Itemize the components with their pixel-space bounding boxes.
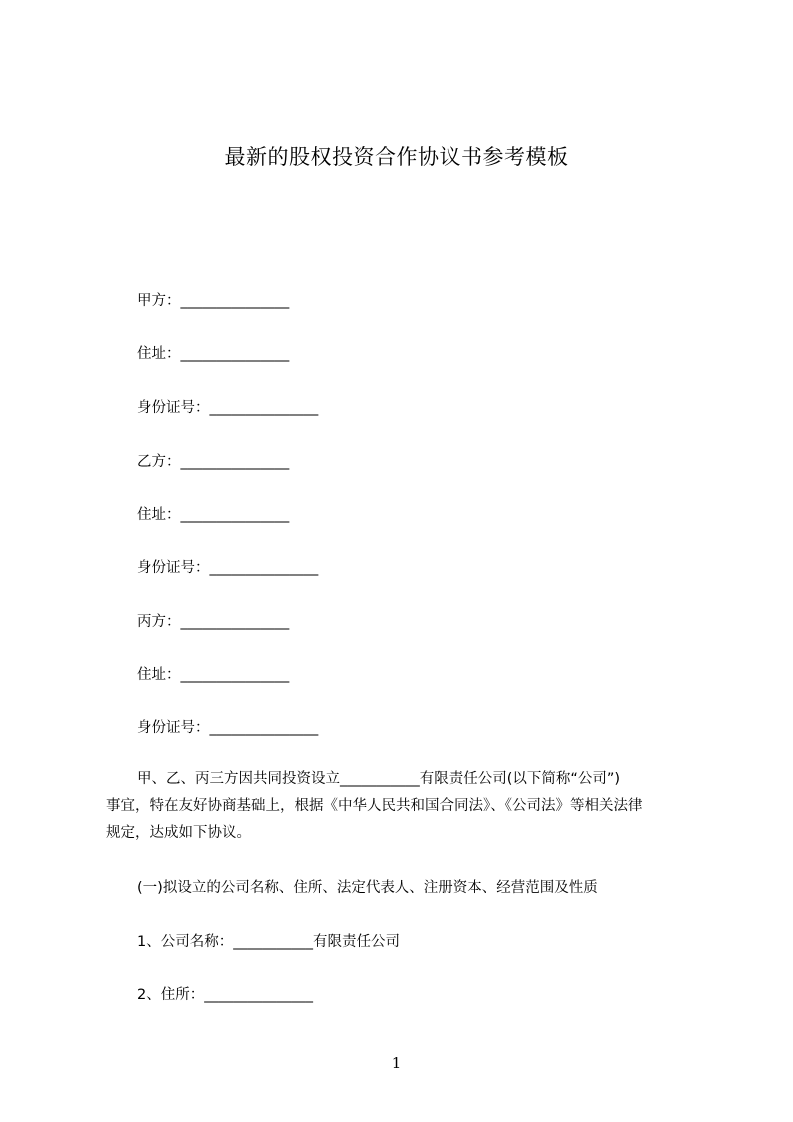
document-title: 最新的股权投资合作协议书参考模板 — [224, 145, 569, 169]
company-name-item: 1、公司名称：___________有限责任公司 — [137, 934, 400, 950]
party-c-id-field: 身份证号：_______________ — [137, 720, 319, 736]
party-c-address-field: 住址：_______________ — [137, 667, 290, 683]
party-a-field: 甲方：_______________ — [137, 293, 290, 309]
party-b-address-field: 住址：_______________ — [137, 507, 290, 523]
party-a-address-field: 住址：_______________ — [137, 346, 290, 362]
intro-line-3: 规定，达成如下协议。 — [106, 825, 251, 841]
intro-paragraph — [106, 766, 706, 847]
page-number: 1 — [391, 1054, 402, 1072]
party-a-id-field: 身份证号：_______________ — [137, 400, 319, 416]
party-b-id-field: 身份证号：_______________ — [137, 560, 319, 576]
party-b-field: 乙方：_______________ — [137, 454, 290, 470]
intro-line-2: 事宜，特在友好协商基础上，根据《中华人民共和国合同法》、《公司法》等相关法律 — [106, 798, 643, 814]
section-1-heading: (一)拟设立的公司名称、住所、法定代表人、注册资本、经营范围及性质 — [137, 880, 598, 896]
intro-line-1: 甲、乙、丙三方因共同投资设立___________有限责任公司(以下简称“公司”) — [137, 771, 621, 787]
company-address-item: 2、住所：_______________ — [137, 987, 313, 1003]
party-c-field: 丙方：_______________ — [137, 614, 290, 630]
